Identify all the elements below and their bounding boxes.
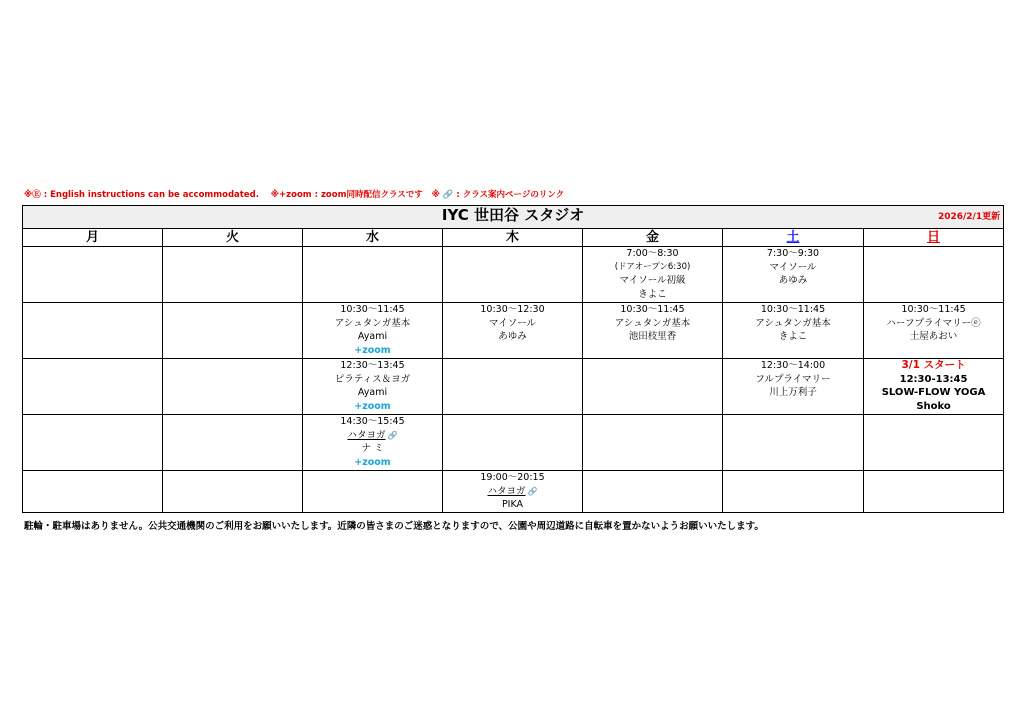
class-teacher: PIKA <box>501 499 524 510</box>
class-note: (ドアオープン6:30) <box>614 261 691 272</box>
class-name: フルプライマリー <box>755 373 831 385</box>
cell-empty <box>583 415 723 471</box>
class-teacher: あゆみ <box>498 331 527 342</box>
cell-empty <box>23 415 163 471</box>
class-cell-wed-1430 <box>303 415 443 471</box>
cell-empty <box>303 247 443 303</box>
class-teacher: きよこ <box>638 288 667 300</box>
notice-line <box>24 188 1004 200</box>
day-header-thu: 木 <box>443 229 583 247</box>
class-teacher: 土屋あおい <box>909 331 958 342</box>
cell-empty <box>864 247 1004 303</box>
class-teacher: あゆみ <box>778 275 808 286</box>
class-teacher: Ayami <box>357 331 388 342</box>
class-teacher: 川上万利子 <box>769 387 817 398</box>
class-cell-fri-0700 <box>583 247 723 303</box>
class-name-row <box>443 485 582 499</box>
day-header-mon: 月 <box>23 229 163 247</box>
day-header-sat: 土 <box>723 229 864 247</box>
class-time: 10:30～11:45 <box>620 304 685 315</box>
class-cell-sat-1230 <box>723 359 864 415</box>
updated-date: 2026/2/1更新 <box>937 212 1001 222</box>
notice-link: : クラス案内ページのリンク <box>456 190 565 200</box>
schedule-table <box>22 205 1004 513</box>
class-cell-thu-1030 <box>443 303 583 359</box>
cell-empty <box>723 415 864 471</box>
class-time: 12:30～14:00 <box>760 360 826 371</box>
title-cell <box>23 206 1004 229</box>
class-time: 7:30～9:30 <box>766 248 820 259</box>
class-teacher: Ayami <box>357 387 388 398</box>
notice-zoom: ※+zoom : zoom同時配信クラスです <box>270 190 423 200</box>
footer-note: 駐輪・駐車場はありません。公共交通機関のご利用をお願いいたします。近隣の皆さまのご迷惑となりますので、公園や周辺道路に自転車を置かないようお願いいたします。 <box>24 521 764 532</box>
class-name: ピラティス＆ヨガ <box>334 373 411 385</box>
cell-empty <box>303 471 443 513</box>
cell-empty <box>163 359 303 415</box>
class-time: 19:00～20:15 <box>480 472 545 483</box>
cell-empty <box>163 247 303 303</box>
class-link[interactable]: ハタヨガ <box>487 485 526 497</box>
class-name: ハーフプライマリーⓔ <box>886 317 981 329</box>
class-time: 12:30-13:45 <box>899 373 968 385</box>
class-time: 10:30～12:30 <box>480 304 545 315</box>
cell-empty <box>723 471 864 513</box>
notice-english: ※Ⓔ : English instructions can be accommodated. <box>24 190 259 200</box>
cell-empty <box>583 359 723 415</box>
class-time: 14:30～15:45 <box>340 416 405 427</box>
cell-empty <box>23 303 163 359</box>
cell-empty <box>443 359 583 415</box>
class-name: マイソール初級 <box>619 275 686 286</box>
zoom-badge: +zoom <box>354 344 391 356</box>
class-time: 12:30～13:45 <box>340 360 405 371</box>
class-cell-sun-1030 <box>864 303 1004 359</box>
class-name: アシュタンガ基本 <box>334 317 411 329</box>
class-teacher: Shoko <box>916 400 951 412</box>
class-cell-wed-1230 <box>303 359 443 415</box>
cell-empty <box>864 415 1004 471</box>
class-cell-wed-1030 <box>303 303 443 359</box>
day-header-tue: 火 <box>163 229 303 247</box>
class-time: 7:00～8:30 <box>626 248 679 259</box>
cell-empty <box>443 247 583 303</box>
cell-empty <box>443 415 583 471</box>
cell-empty <box>163 415 303 471</box>
class-name: マイソール <box>488 317 537 329</box>
link-icon: 🔗 <box>442 190 454 200</box>
start-notice: 3/1 スタート <box>901 359 966 371</box>
cell-empty <box>23 247 163 303</box>
day-header-sun: 日 <box>864 229 1004 247</box>
class-name: SLOW-FLOW YOGA <box>881 387 986 398</box>
link-icon: 🔗 <box>387 430 398 440</box>
page-title: IYC 世田谷 スタジオ <box>441 206 585 225</box>
cell-empty <box>163 303 303 359</box>
zoom-badge: +zoom <box>354 456 391 468</box>
class-cell-sun-1230 <box>864 359 1004 415</box>
class-time: 10:30～11:45 <box>901 304 966 315</box>
class-time: 10:30～11:45 <box>340 304 405 315</box>
cell-empty <box>163 471 303 513</box>
class-time: 10:30～11:45 <box>760 304 826 315</box>
class-teacher: ナ ミ <box>361 443 384 454</box>
cell-empty <box>23 471 163 513</box>
notice-link-prefix: ※ <box>431 190 440 200</box>
class-name: アシュタンガ基本 <box>614 317 691 329</box>
cell-empty <box>864 471 1004 513</box>
class-cell-thu-1900 <box>443 471 583 513</box>
class-name-row <box>303 429 442 443</box>
cell-empty <box>583 471 723 513</box>
day-header-wed: 水 <box>303 229 443 247</box>
link-icon: 🔗 <box>527 486 538 496</box>
class-cell-sat-0730 <box>723 247 864 303</box>
class-name: アシュタンガ基本 <box>755 317 831 329</box>
zoom-badge: +zoom <box>354 400 391 412</box>
class-cell-sat-1030 <box>723 303 864 359</box>
day-header-fri: 金 <box>583 229 723 247</box>
class-teacher: きよこ <box>778 331 808 342</box>
class-name: マイソール <box>769 261 817 273</box>
class-cell-fri-1030 <box>583 303 723 359</box>
class-teacher: 池田枝里香 <box>628 331 677 342</box>
cell-empty <box>23 359 163 415</box>
class-link[interactable]: ハタヨガ <box>347 429 386 441</box>
